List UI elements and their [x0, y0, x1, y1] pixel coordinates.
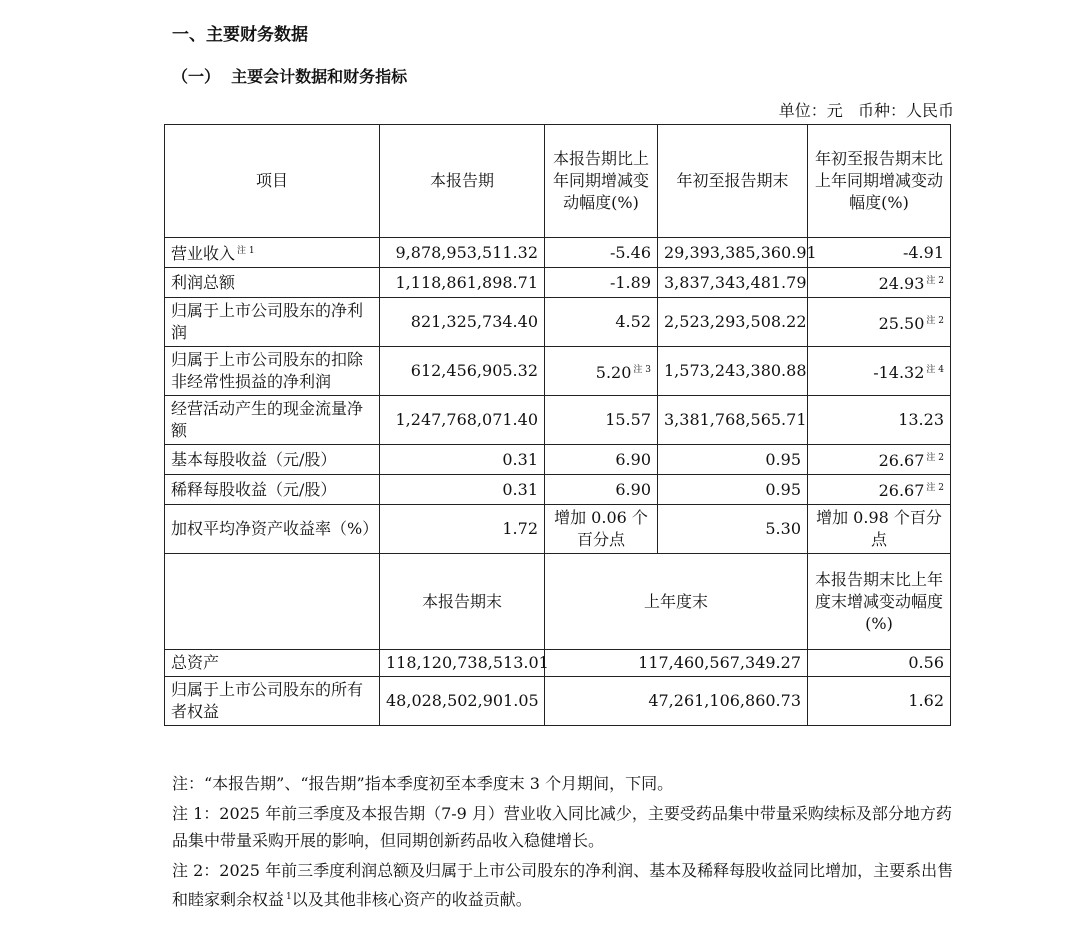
- row-ytd-change: -14.32 $^{注 4}$: [808, 347, 951, 396]
- row-ytd-change: 24.93 $^{注 2}$: [808, 268, 951, 298]
- financial-data-table: [164, 124, 951, 726]
- row-change: 6.90: [545, 445, 658, 475]
- row-item: 营业收入 $^{注 1}$: [165, 238, 380, 268]
- row-change: 增加 0.06 个百分点: [545, 505, 658, 554]
- row-current: 1,247,768,071.40: [380, 396, 545, 445]
- row-change: 4.52: [545, 298, 658, 347]
- unit-currency-line: 单位：元 币种：人民币: [778, 101, 954, 120]
- row-ytd: 29,393,385,360.91: [658, 238, 808, 268]
- row-ytd-change: 13.23: [808, 396, 951, 445]
- row-ytd-change: 26.67 $^{注 2}$: [808, 475, 951, 505]
- table-row: [165, 298, 951, 347]
- table-header-row-2: [165, 554, 951, 650]
- row-item: 总资产: [165, 650, 380, 677]
- note-1: 注 1：2025 年前三季度及本报告期（7-9 月）营业收入同比减少，主要受药品集中带量采购续标及部分地方药品集中带量采购开展的影响，但同期创新药品收入稳健增长。: [172, 804, 952, 850]
- row-period-end: 118,120,738,513.01: [380, 650, 545, 677]
- table-row: [165, 347, 951, 396]
- row-ytd-change: 25.50 $^{注 2}$: [808, 298, 951, 347]
- notes: [172, 770, 962, 916]
- header-ytd-change: 年初至报告期末比上年同期增减变动幅度(%): [808, 125, 951, 238]
- subsection-heading: （一） 主要会计数据和财务指标: [172, 67, 408, 86]
- table-row: [165, 650, 951, 677]
- table-row: [165, 268, 951, 298]
- row-change: -5.46: [545, 238, 658, 268]
- table-row: [165, 677, 951, 726]
- row-item: 经营活动产生的现金流量净额: [165, 396, 380, 445]
- table-row: [165, 396, 951, 445]
- row-change: -1.89: [545, 268, 658, 298]
- row-current: 1,118,861,898.71: [380, 268, 545, 298]
- row-ytd: 3,381,768,565.71: [658, 396, 808, 445]
- row-ytd: 3,837,343,481.79: [658, 268, 808, 298]
- row-item: 归属于上市公司股东的所有者权益: [165, 677, 380, 726]
- row-change: 6.90: [545, 475, 658, 505]
- row-current: 612,456,905.32: [380, 347, 545, 396]
- row-item: 加权平均净资产收益率（%）: [165, 505, 380, 554]
- header-item: 项目: [165, 125, 380, 238]
- row-last-year-end: 117,460,567,349.27: [545, 650, 808, 677]
- row-ytd-change: 26.67 $^{注 2}$: [808, 445, 951, 475]
- footnote-marker: 1: [286, 892, 292, 902]
- section-heading: 一、主要财务数据: [172, 25, 308, 45]
- row-current: 9,878,953,511.32: [380, 238, 545, 268]
- row-current: 1.72: [380, 505, 545, 554]
- row-change: 15.57: [545, 396, 658, 445]
- row-ytd: 2,523,293,508.22: [658, 298, 808, 347]
- note-2: 注 2：2025 年前三季度利润总额及归属于上市公司股东的净利润、基本及稀释每股收益同比增加，主要系出售和睦家剩余权益 $^1$以及其他非核心资产的收益贡献。: [172, 861, 954, 909]
- table-row: [165, 475, 951, 505]
- row-change: 1.62: [808, 677, 951, 726]
- header-current-period: 本报告期: [380, 125, 545, 238]
- row-item: 利润总额: [165, 268, 380, 298]
- row-item: 归属于上市公司股东的扣除非经常性损益的净利润: [165, 347, 380, 396]
- header2-change: 本报告期末比上年度末增减变动幅度(%): [808, 554, 951, 650]
- row-ytd: 5.30: [658, 505, 808, 554]
- row-ytd: 0.95: [658, 475, 808, 505]
- table-row: [165, 505, 951, 554]
- row-ytd-change: 增加 0.98 个百分点: [808, 505, 951, 554]
- header2-period-end: 本报告期末: [380, 554, 545, 650]
- row-period-end: 48,028,502,901.05: [380, 677, 545, 726]
- table-header-row: [165, 125, 951, 238]
- row-ytd: 0.95: [658, 445, 808, 475]
- row-ytd-change: -4.91: [808, 238, 951, 268]
- row-change: 0.56: [808, 650, 951, 677]
- row-item: 基本每股收益（元/股）: [165, 445, 380, 475]
- row-current: 0.31: [380, 475, 545, 505]
- header2-empty: [165, 554, 380, 650]
- row-item: 归属于上市公司股东的净利润: [165, 298, 380, 347]
- row-last-year-end: 47,261,106,860.73: [545, 677, 808, 726]
- table-row: [165, 238, 951, 268]
- row-ytd: 1,573,243,380.88: [658, 347, 808, 396]
- row-item: 稀释每股收益（元/股）: [165, 475, 380, 505]
- header2-last-year-end: 上年度末: [545, 554, 808, 650]
- row-current: 0.31: [380, 445, 545, 475]
- header-current-change: 本报告期比上年同期增减变动幅度(%): [545, 125, 658, 238]
- header-ytd: 年初至报告期末: [658, 125, 808, 238]
- table-row: [165, 445, 951, 475]
- row-change: 5.20 $^{注 3}$: [545, 347, 658, 396]
- note-general: 注：“本报告期”、“报告期”指本季度初至本季度末 3 个月期间，下同。: [172, 774, 674, 793]
- row-current: 821,325,734.40: [380, 298, 545, 347]
